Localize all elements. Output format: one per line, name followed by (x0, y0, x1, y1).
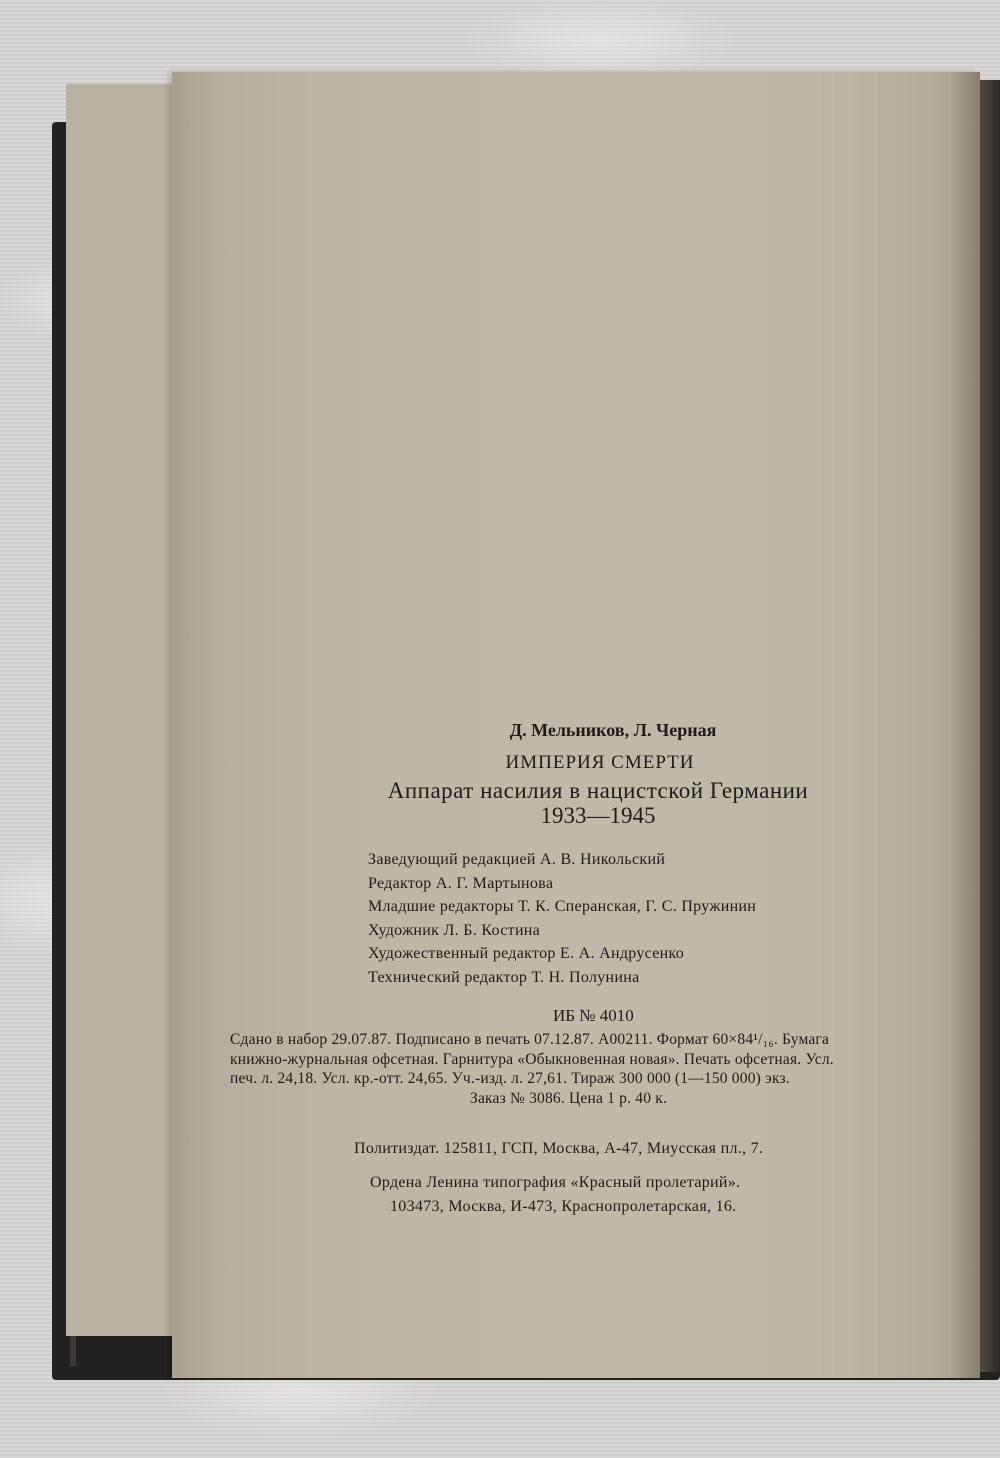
book-subtitle: Аппарат насилия в нацистской Германии (387, 778, 809, 803)
staff-line: Редактор А. Г. Мартынова (368, 874, 554, 892)
staff-line: Художник Л. Б. Костина (368, 921, 541, 939)
book-title: ИМПЕРИЯ СМЕРТИ (505, 752, 695, 773)
printer-name: Ордена Ленина типография «Красный пролетарий». (370, 1174, 741, 1191)
printer-address: 103473, Москва, И-473, Краснопролетарская, 16. (390, 1198, 737, 1215)
imprint-line: Заказ № 3086. Цена 1 р. 40 к. (470, 1089, 668, 1107)
editorial-staff-list (368, 848, 756, 989)
imprint-line: книжно-журнальная офсетная. Гарнитура «Обыкновенная новая». Печать офсетная. Усл. (230, 1050, 834, 1068)
imprint-block (230, 1030, 962, 1108)
book-authors: Д. Мельников, Л. Черная (509, 720, 717, 740)
ib-number: ИБ № 4010 (553, 1006, 634, 1025)
imprint-line: печ. л. 24,18. Усл. кр.-отт. 24,65. Уч.-изд. л. 27,61. Тираж 300 000 (1—150 000) экз. (230, 1070, 790, 1087)
publisher-address: Политиздат. 125811, ГСП, Москва, А-47, Миусская пл., 7. (354, 1140, 764, 1157)
staff-line: Художественный редактор Е. А. Андрусенко (368, 945, 685, 962)
staff-line: Младшие редакторы Т. К. Сперанская, Г. С. Пружинин (368, 898, 757, 915)
book-years: 1933—1945 (540, 803, 656, 828)
staff-line: Технический редактор Т. Н. Полунина (368, 968, 640, 986)
staff-line: Заведующий редакцией А. В. Никольский (368, 851, 666, 868)
imprint-line: Сдано в набор 29.07.87. Подписано в печать 07.12.87. А00211. Формат 60×84¹/₁₆. Бумага (230, 1031, 830, 1048)
